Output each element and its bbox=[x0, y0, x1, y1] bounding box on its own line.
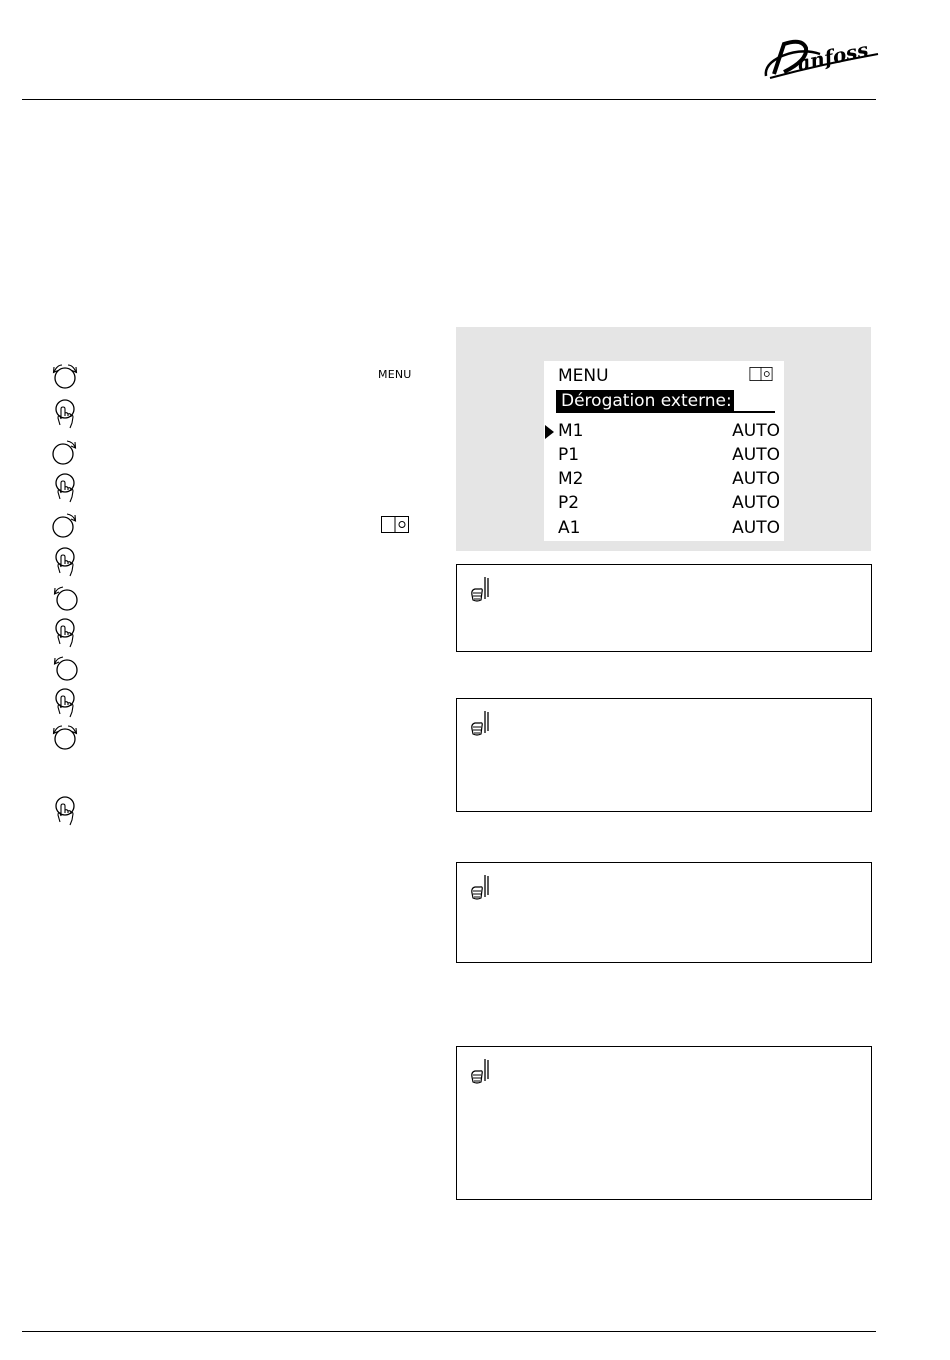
hand-pointer-icon bbox=[469, 709, 493, 739]
lcd-row-p1[interactable] bbox=[558, 445, 780, 467]
turn-both-icon bbox=[48, 720, 82, 754]
row-value: AUTO bbox=[732, 421, 780, 441]
row-name: M1 bbox=[558, 421, 584, 441]
hand-pointer-icon bbox=[469, 575, 493, 605]
row-name: M2 bbox=[558, 469, 584, 489]
hand-pointer-icon bbox=[469, 1057, 493, 1087]
menu-label: MENU bbox=[378, 368, 412, 381]
row-name: P1 bbox=[558, 445, 580, 465]
note-box bbox=[456, 1046, 872, 1200]
lcd-row-m1[interactable] bbox=[558, 421, 780, 443]
push-dial-icon bbox=[48, 686, 82, 720]
row-value: AUTO bbox=[732, 518, 780, 538]
note-box bbox=[456, 564, 872, 652]
push-dial-icon bbox=[48, 471, 82, 505]
push-dial-icon bbox=[48, 545, 82, 579]
row-name: A1 bbox=[558, 518, 581, 538]
lcd-selected-item[interactable]: Dérogation externe: bbox=[556, 390, 734, 412]
display-panel bbox=[456, 327, 871, 551]
turn-right-icon bbox=[48, 435, 82, 469]
lcd-title: MENU bbox=[558, 366, 609, 386]
header-rule bbox=[22, 99, 876, 100]
row-value: AUTO bbox=[732, 445, 780, 465]
row-value: AUTO bbox=[732, 493, 780, 513]
turn-both-icon bbox=[48, 359, 82, 393]
turn-right-icon bbox=[48, 508, 82, 542]
note-box bbox=[456, 862, 872, 963]
footer-rule bbox=[22, 1331, 876, 1332]
cursor-arrow-icon bbox=[545, 425, 554, 439]
push-dial-icon bbox=[48, 616, 82, 650]
lcd-row-a1[interactable] bbox=[558, 518, 780, 540]
lcd-screen bbox=[544, 361, 784, 541]
danfoss-logo bbox=[762, 34, 882, 82]
lcd-row-p2[interactable] bbox=[558, 493, 780, 515]
push-dial-icon bbox=[48, 397, 82, 431]
lcd-divider bbox=[556, 411, 775, 413]
turn-left-icon bbox=[48, 651, 82, 685]
mode-switch-icon bbox=[749, 367, 773, 381]
note-box bbox=[456, 698, 872, 812]
row-value: AUTO bbox=[732, 469, 780, 489]
push-dial-icon bbox=[48, 794, 82, 828]
hand-pointer-icon bbox=[469, 873, 493, 903]
mode-switch-icon bbox=[381, 516, 409, 533]
turn-left-icon bbox=[48, 581, 82, 615]
row-name: P2 bbox=[558, 493, 580, 513]
lcd-row-m2[interactable] bbox=[558, 469, 780, 491]
svg-text:anfoss: anfoss bbox=[794, 37, 871, 76]
